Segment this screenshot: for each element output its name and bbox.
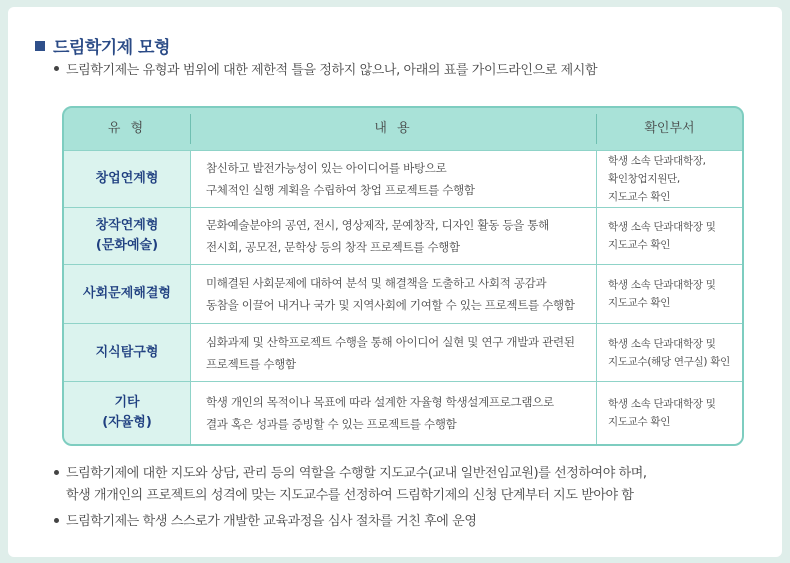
dept-cell bbox=[597, 151, 742, 207]
note-text bbox=[66, 463, 647, 507]
header-divider bbox=[190, 114, 191, 144]
intro-bullet bbox=[54, 60, 597, 82]
header-content: 내 용 bbox=[374, 121, 413, 136]
bullet-dot-icon bbox=[54, 470, 59, 475]
intro-bullet-text: 드림학기제는 유형과 범위에 대한 제한적 틀을 정하지 않으나, 아래의 표를 가이드라인으로 제시함 bbox=[66, 63, 598, 78]
type-cell bbox=[64, 324, 190, 381]
section-title-text: 드림학기제 모형 bbox=[53, 38, 170, 58]
content-card bbox=[8, 7, 782, 557]
bullet-dot-icon bbox=[54, 518, 59, 523]
content-cell bbox=[191, 151, 596, 207]
note-bullet bbox=[54, 463, 647, 507]
dept-text: 학생 소속 단과대학장 및 지도교수 확인 bbox=[608, 279, 716, 309]
table-header bbox=[64, 108, 742, 150]
dept-text: 학생 소속 단과대학장, 확인창업지원단, 지도교수 확인 bbox=[608, 155, 706, 203]
content-text: 참신하고 발전가능성이 있는 아이디어를 바탕으로 구체적인 실행 계획을 수립하여 창업 프로젝트를 수행함 bbox=[206, 161, 475, 197]
table-row bbox=[64, 324, 742, 381]
note-line: 드림학기제에 대한 지도와 상담, 관리 등의 역할을 수행할 지도교수(교내 일반전임교원)를 선정하여야 하며, bbox=[66, 466, 647, 481]
type-label: 지식탐구형 bbox=[95, 344, 159, 360]
content-cell bbox=[191, 265, 596, 323]
content-text: 심화과제 및 산학프로젝트 수행을 통해 아이디어 실현 및 연구 개발과 관련된 프로젝트를 수행함 bbox=[206, 334, 575, 371]
content-text: 학생 개인의 목적이나 목표에 따라 설계한 자율형 학생설계프로그램으로 결과 혹은 성과를 증빙할 수 있는 프로젝트를 수행함 bbox=[206, 395, 554, 431]
title-square-icon bbox=[35, 41, 45, 51]
dept-text: 학생 소속 단과대학장 및 지도교수 확인 bbox=[608, 398, 716, 428]
type-label: 사회문제해결형 bbox=[83, 286, 171, 301]
dept-text: 학생 소속 단과대학장 및 지도교수(해당 연구실) 확인 bbox=[608, 337, 730, 368]
dept-text: 학생 소속 단과대학장 및 지도교수 확인 bbox=[608, 221, 716, 251]
note-text: 드림학기제는 학생 스스로가 개발한 교육과정을 심사 절차를 거친 후에 운영 bbox=[66, 514, 477, 529]
table-row bbox=[64, 265, 742, 323]
type-cell bbox=[64, 382, 190, 444]
content-text: 미해결된 사회문제에 대하여 분석 및 해결책을 도출하고 사회적 공감과 동참을 이끌어 내거나 국가 및 지역사회에 기여할 수 있는 프로젝트를 수행함 bbox=[206, 276, 575, 312]
content-cell bbox=[191, 324, 596, 381]
type-cell bbox=[64, 208, 190, 264]
header-type: 유 형 bbox=[107, 121, 147, 136]
table-row bbox=[64, 382, 742, 444]
type-cell bbox=[64, 265, 190, 323]
dept-cell bbox=[597, 208, 742, 264]
section-title bbox=[35, 33, 170, 58]
content-cell bbox=[191, 382, 596, 444]
dept-cell bbox=[597, 265, 742, 323]
dept-cell bbox=[597, 382, 742, 444]
content-cell bbox=[191, 208, 596, 264]
type-label: 기타 (자율형) bbox=[102, 395, 152, 430]
type-cell bbox=[64, 151, 190, 207]
dept-cell bbox=[597, 324, 742, 381]
type-label: 창업연계형 bbox=[95, 171, 159, 186]
table-row bbox=[64, 151, 742, 207]
table-row bbox=[64, 208, 742, 264]
header-dept: 확인부서 bbox=[644, 121, 695, 136]
header-divider bbox=[596, 114, 597, 144]
type-label: 창작연계형 (문화예술) bbox=[95, 218, 159, 253]
bullet-dot-icon bbox=[54, 66, 59, 71]
note-line: 학생 개개인의 프로젝트의 성격에 맞는 지도교수를 선정하여 드림학기제의 신청 단계부터 지도 받아야 함 bbox=[66, 488, 634, 503]
note-bullet bbox=[54, 511, 477, 533]
model-table bbox=[62, 106, 744, 446]
content-text: 문화예술분야의 공연, 전시, 영상제작, 문예창작, 디자인 활동 등을 통해 전시회, 공모전, 문학상 등의 창작 프로젝트를 수행함 bbox=[206, 218, 549, 254]
